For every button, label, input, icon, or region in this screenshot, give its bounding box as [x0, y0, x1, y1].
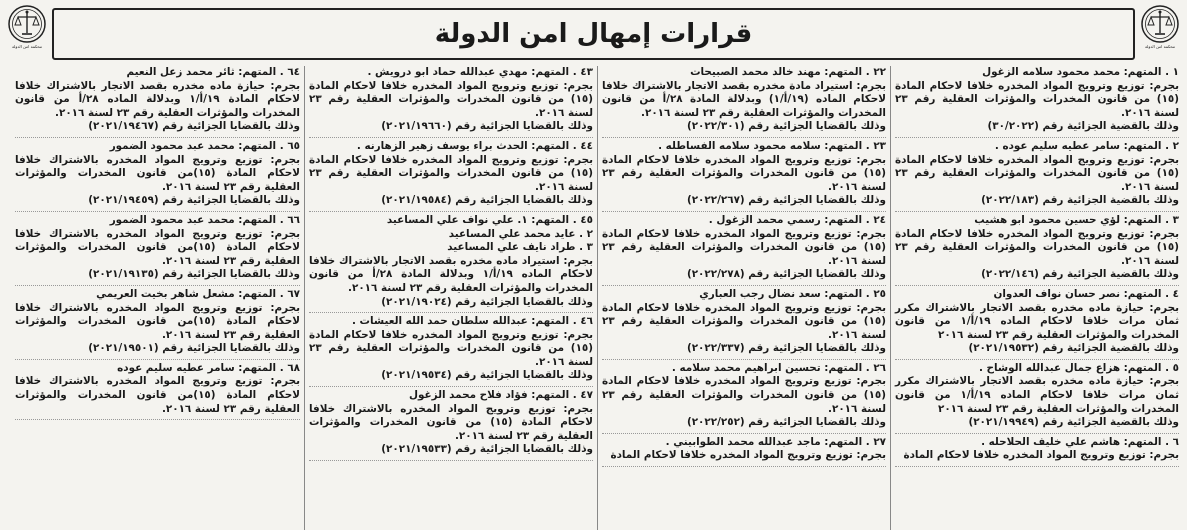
charge-text: بجرم: توزيع وترويج المواد المخدره خلافا لاحكام المادة (١٥) من قانون المخدرات والمؤثرات العقلية رقم ٢٣ لسنة ٢٠١٦. — [895, 227, 1179, 267]
case-number: وذلك بالقضايا الجزائية رقم (٢٠٢١/١٩٥٣٣) — [381, 443, 593, 456]
charge-text: بجرم: توزيع وترويج المواد المخدره خلافا لاحكام المادة (١٥) من قانون المخدرات والمؤثرات العقلية رقم ٢٣ لسنة ٢٠١٦. — [895, 153, 1179, 193]
defendant-name: ٢٦ . المتهم: تحسين ابراهيم محمد سلامه . — [671, 361, 886, 374]
title-banner — [52, 8, 1135, 60]
column-4 — [11, 66, 304, 530]
court-emblem-right — [1137, 4, 1183, 56]
defendant-name: ٤ . المتهم: نصر حسان نواف العدوان — [993, 287, 1179, 300]
header — [0, 0, 1187, 66]
decision-entry — [895, 214, 1179, 286]
defendant-name: ٤٤ . المتهم: الحدث براء يوسف زهير الزهارنه . — [356, 139, 593, 152]
case-number: وذلك بالقضايا الجزائية رقم (٢٠٢٢/٢٥٢) — [686, 416, 886, 429]
charge-text: بجرم: توزيع وترويج المواد المخدره بالاشتراك خلافا لاحكام المادة (١٥)من قانون المخدرات والمؤثرات العقلية رقم ٢٣ لسنة ٢٠١٦. — [15, 153, 300, 193]
case-number: وذلك بالقضايا الجزائية رقم (٢٠٢١/١٩٦٦٠) — [381, 120, 593, 133]
decision-entry — [895, 362, 1179, 434]
charge-text: بجرم: حيازة ماده مخدره بقصد الاتجار بالاشتراك مكرر ثمان مرات خلافا لاحكام الماده ١٩/أ/١ من قانون المخدرات والمؤثرات العقلية رقم ٢٣ لسنة ٢٠١٦ — [895, 375, 1179, 415]
defendant-name: ٥ . المتهم: هزاع جمال عبدالله الوشاح . — [978, 361, 1179, 374]
charge-text: بجرم: توزيع وترويج المواد المخدره خلافا لاحكام المادة (١٥) من قانون المخدرات والمؤثرات العقلية رقم ٢٣ لسنة ٢٠١٦. — [602, 301, 886, 341]
charge-text: بجرم: توزيع وترويج المواد المخدره خلافا لاحكام المادة — [610, 449, 886, 462]
charge-text: بجرم: توزيع وترويج المواد المخدره خلافا لاحكام المادة (١٥) من قانون المخدرات والمؤثرات العقلية رقم ٢٣ لسنة ٢٠١٦. — [309, 328, 593, 368]
decision-entry — [15, 140, 300, 212]
case-number: وذلك بالقضايا الجزائية رقم (٢٠٢١/١٩١٣٥) — [88, 268, 300, 281]
defendant-name: ٦ . المتهم: هاشم علي خليف الحلاحله . — [981, 435, 1179, 448]
defendant-name: ٦٤ . المتهم: ثائر محمد زعل النعيم — [126, 66, 300, 78]
defendant-name: ٣ . المتهم: لؤي حسين محمود ابو هشيب — [974, 213, 1179, 226]
scales-emblem-icon — [7, 4, 47, 44]
case-number: وذلك بالقضية الجزائية رقم (٣٠/٢٠٢٢) — [987, 120, 1179, 133]
charge-text: بجرم: توزيع وترويج المواد المخدره خلافا لاحكام المادة (١٥) من قانون المخدرات والمؤثرات العقلية رقم ٢٣ لسنة ٢٠١٦. — [602, 227, 886, 267]
case-number: وذلك بالقضايا الجزائية رقم (٢٠٢٢/٢٧٨) — [686, 268, 886, 281]
decision-entry — [602, 214, 886, 286]
charge-text: بجرم: استيراد مادة مخدره بقصد الاتجار بالاشتراك خلافا لاحكام الماده (١٩/أ/١) وبدلالة المادة ٢٨/أ من قانون المخدرات والمؤثرات العقلية رقم ٢٣ لسنة ٢٠١٦. — [602, 79, 886, 119]
charge-text: بجرم: توزيع وترويج المواد المخدره بالاشتراك خلافا لاحكام المادة (١٥)من قانون المخدرات والمؤثرات العقلية رقم ٢٣ لسنة ٢٠١٦. — [15, 375, 300, 415]
case-number: وذلك بالقضية الجزائية رقم (٢٠٢١/١٩٩٤٩) — [968, 416, 1179, 429]
case-number: وذلك بالقضايا الجزائية رقم (٢٠٢١/١٩٥٨٤) — [381, 194, 593, 207]
defendant-name: ٤٧ . المتهم: فؤاد فلاح محمد الزغول — [408, 389, 593, 402]
decision-entry — [15, 362, 300, 420]
case-number: وذلك بالقضايا الجزائية رقم (٢٠٢١/١٩٤٦٧) — [88, 120, 300, 133]
case-number: وذلك بالقضايا الجزائية رقم (٢٠٢١/١٩٤٥٩) — [88, 194, 300, 207]
decision-entry — [309, 389, 593, 461]
defendant-name: ٢٥ . المتهم: سعد نضال رجب العباري — [699, 287, 886, 300]
decision-entry — [602, 140, 886, 212]
decision-entry — [309, 214, 593, 313]
charge-text: بجرم: توزيع وترويج المواد المخدره خلافا لاحكام المادة (١٥) من قانون المخدرات والمؤثرات العقلية رقم ٢٣ لسنة ٢٠١٦. — [602, 153, 886, 193]
decision-entry — [602, 288, 886, 360]
charge-text: بجرم: توزيع وترويج المواد المخدره بالاشتراك خلافا لاحكام المادة (١٥)من قانون المخدرات والمؤثرات العقلية رقم ٢٣ لسنة ٢٠١٦. — [15, 227, 300, 267]
charge-text: بجرم: توزيع وترويج المواد المخدره بالاشتراك خلافا لاحكام المادة (١٥) من قانون المخدرات والمؤثرات العقلية رقم ٢٣ لسنة ٢٠١٦. — [309, 402, 593, 442]
decision-entry — [602, 66, 886, 138]
decision-entry — [602, 436, 886, 467]
defendant-name: ٢ . المتهم: سامر عطيه سليم عوده . — [994, 139, 1179, 152]
defendant-name: ٦٥ . المتهم: محمد عبد محمود الضمور — [109, 139, 300, 152]
charge-text: بجرم: حيازة ماده مخدره بقصد الاتجار بالاشتراك خلافا لاحكام المادة ١٩/أ/١ وبدلالة الماده ٢٨/أ من قانون المخدرات والمؤثرات العقلية رقم ٢٣ لسنة ٢٠١٦. — [15, 79, 300, 119]
defendant-name: ٦٧ . المتهم: مشعل شاهر بخيت العريمي — [96, 287, 300, 300]
charge-text: بجرم: حيازة ماده مخدره بقصد الاتجار بالاشتراك مكرر ثمان مرات خلافا لاحكام الماده ١٩/أ/١ من قانون المخدرات والمؤثرات العقلية رقم ٢٣ لسنة ٢٠١٦ — [895, 301, 1179, 341]
case-number: وذلك بالقضايا الجزائية رقم (٢٠٢١/١٩٥٣٤) — [381, 369, 593, 382]
charge-text: بجرم: توزيع وترويج المواد المخدره خلافا لاحكام المادة (١٥) من قانون المخدرات والمؤثرات العقلية رقم ٢٣ لسنة ٢٠١٦. — [895, 79, 1179, 119]
court-emblem-left — [4, 4, 50, 56]
decision-entry — [309, 66, 593, 138]
defendant-name: ١ . المتهم: محمد محمود سلامه الزغول — [982, 66, 1179, 78]
case-number: وذلك بالقضايا الجزائية رقم (٢٠٢١/١٩٠٢٤) — [381, 295, 593, 308]
decision-entry — [895, 140, 1179, 212]
charge-text: بجرم: توزيع وترويج المواد المخدره خلافا لاحكام المادة (١٥) من قانون المخدرات والمؤثرات العقلية رقم ٢٣ لسنة ٢٠١٦. — [602, 375, 886, 415]
decision-entry — [309, 140, 593, 212]
emblem-caption: محكمة امن الدولة — [1145, 44, 1175, 49]
decision-entry — [602, 362, 886, 434]
column-2 — [597, 66, 890, 530]
case-number: وذلك بالقضايا الجزائية رقم (٢٠٢٢/٢٦٧) — [686, 194, 886, 207]
charge-text: بجرم: استيراد ماده مخدره بقصد الاتجار بالاشتراك خلافا لاحكام الماده ١٩/أ/١ وبدلالة المادة ٢٨/أ من قانون المخدرات والمؤثرات العقلية رقم ٢٣ لسنة ٢٠١٦. — [309, 254, 594, 294]
charge-text: بجرم: توزيع وترويج المواد المخدره خلافا لاحكام المادة — [903, 449, 1179, 462]
case-number: وذلك بالقضية الجزائية رقم (٢٠٢٢/١٨٣) — [981, 194, 1179, 207]
decision-entry — [895, 436, 1179, 467]
defendant-name: ٢٢ . المتهم: مهند خالد محمد الصبيحات — [690, 66, 886, 78]
scales-emblem-icon — [1140, 4, 1180, 44]
defendant-name: ٦٦ . المتهم: محمد عبد محمود الضمور — [109, 213, 300, 226]
co-defendant-name: ٢ . عايد محمد علي المساعيد — [448, 227, 593, 240]
charge-text: بجرم: توزيع وترويج المواد المخدره خلافا لاحكام المادة (١٥) من قانون المخدرات والمؤثرات العقلية رقم ٢٣ لسنة ٢٠١٦. — [309, 79, 593, 119]
defendant-name: ٦٨ . المتهم: سامر عطيه سليم عوده — [117, 361, 300, 374]
defendant-name: ٢٤ . المتهم: رسمي محمد الزغول . — [708, 213, 886, 226]
co-defendant-name: ٣ . طراد نايف علي المساعيد — [447, 241, 593, 254]
decision-columns — [4, 66, 1183, 530]
page-title: قرارات إمهال امن الدولة — [434, 19, 753, 49]
defendant-name: ٤٣ . المتهم: مهدي عبدالله حماد ابو درويش . — [367, 66, 593, 78]
emblem-caption: محكمة امن الدولة — [12, 44, 42, 49]
column-1 — [890, 66, 1183, 530]
defendant-name: ٢٣ . المتهم: سلامه محمود سلامه الفساطله . — [658, 139, 886, 152]
decision-entry — [15, 288, 300, 360]
case-number: وذلك بالقضايا الجزائية رقم (٢٠٢١/١٩٥٠١) — [88, 342, 300, 355]
case-number: وذلك بالقضية الجزائية رقم (٢٠٢١/١٩٥٣٢) — [968, 342, 1179, 355]
case-number: وذلك بالقضايا الجزائية رقم (٢٠٢٢/٣٣٧) — [686, 342, 886, 355]
decision-entry — [895, 288, 1179, 360]
defendant-name: ٢٧ . المتهم: ماجد عبدالله محمد الطوابيني . — [665, 435, 886, 448]
defendant-name: ٤٥ . المتهم: ١. علي نواف علي المساعيد — [386, 213, 593, 226]
case-number: وذلك بالقضية الجزائية رقم (٢٠٢٢/١٤٦) — [981, 268, 1179, 281]
decision-entry — [309, 315, 593, 387]
decision-entry — [15, 66, 300, 138]
decision-entry — [895, 66, 1179, 138]
column-3 — [304, 66, 597, 530]
charge-text: بجرم: توزيع وترويج المواد المخدره خلافا لاحكام المادة (١٥) من قانون المخدرات والمؤثرات العقلية رقم ٢٣ لسنة ٢٠١٦. — [309, 153, 593, 193]
decision-entry — [15, 214, 300, 286]
charge-text: بجرم: توزيع وترويج المواد المخدره بالاشتراك خلافا لاحكام المادة (١٥)من قانون المخدرات والمؤثرات العقلية رقم ٢٣ لسنة ٢٠١٦. — [15, 301, 300, 341]
defendant-name: ٤٦ . المتهم: عبدالله سلطان حمد الله العيشات . — [351, 315, 593, 328]
case-number: وذلك بالقضايا الجزائية رقم (٢٠٢٢/٣٠١) — [686, 120, 886, 133]
